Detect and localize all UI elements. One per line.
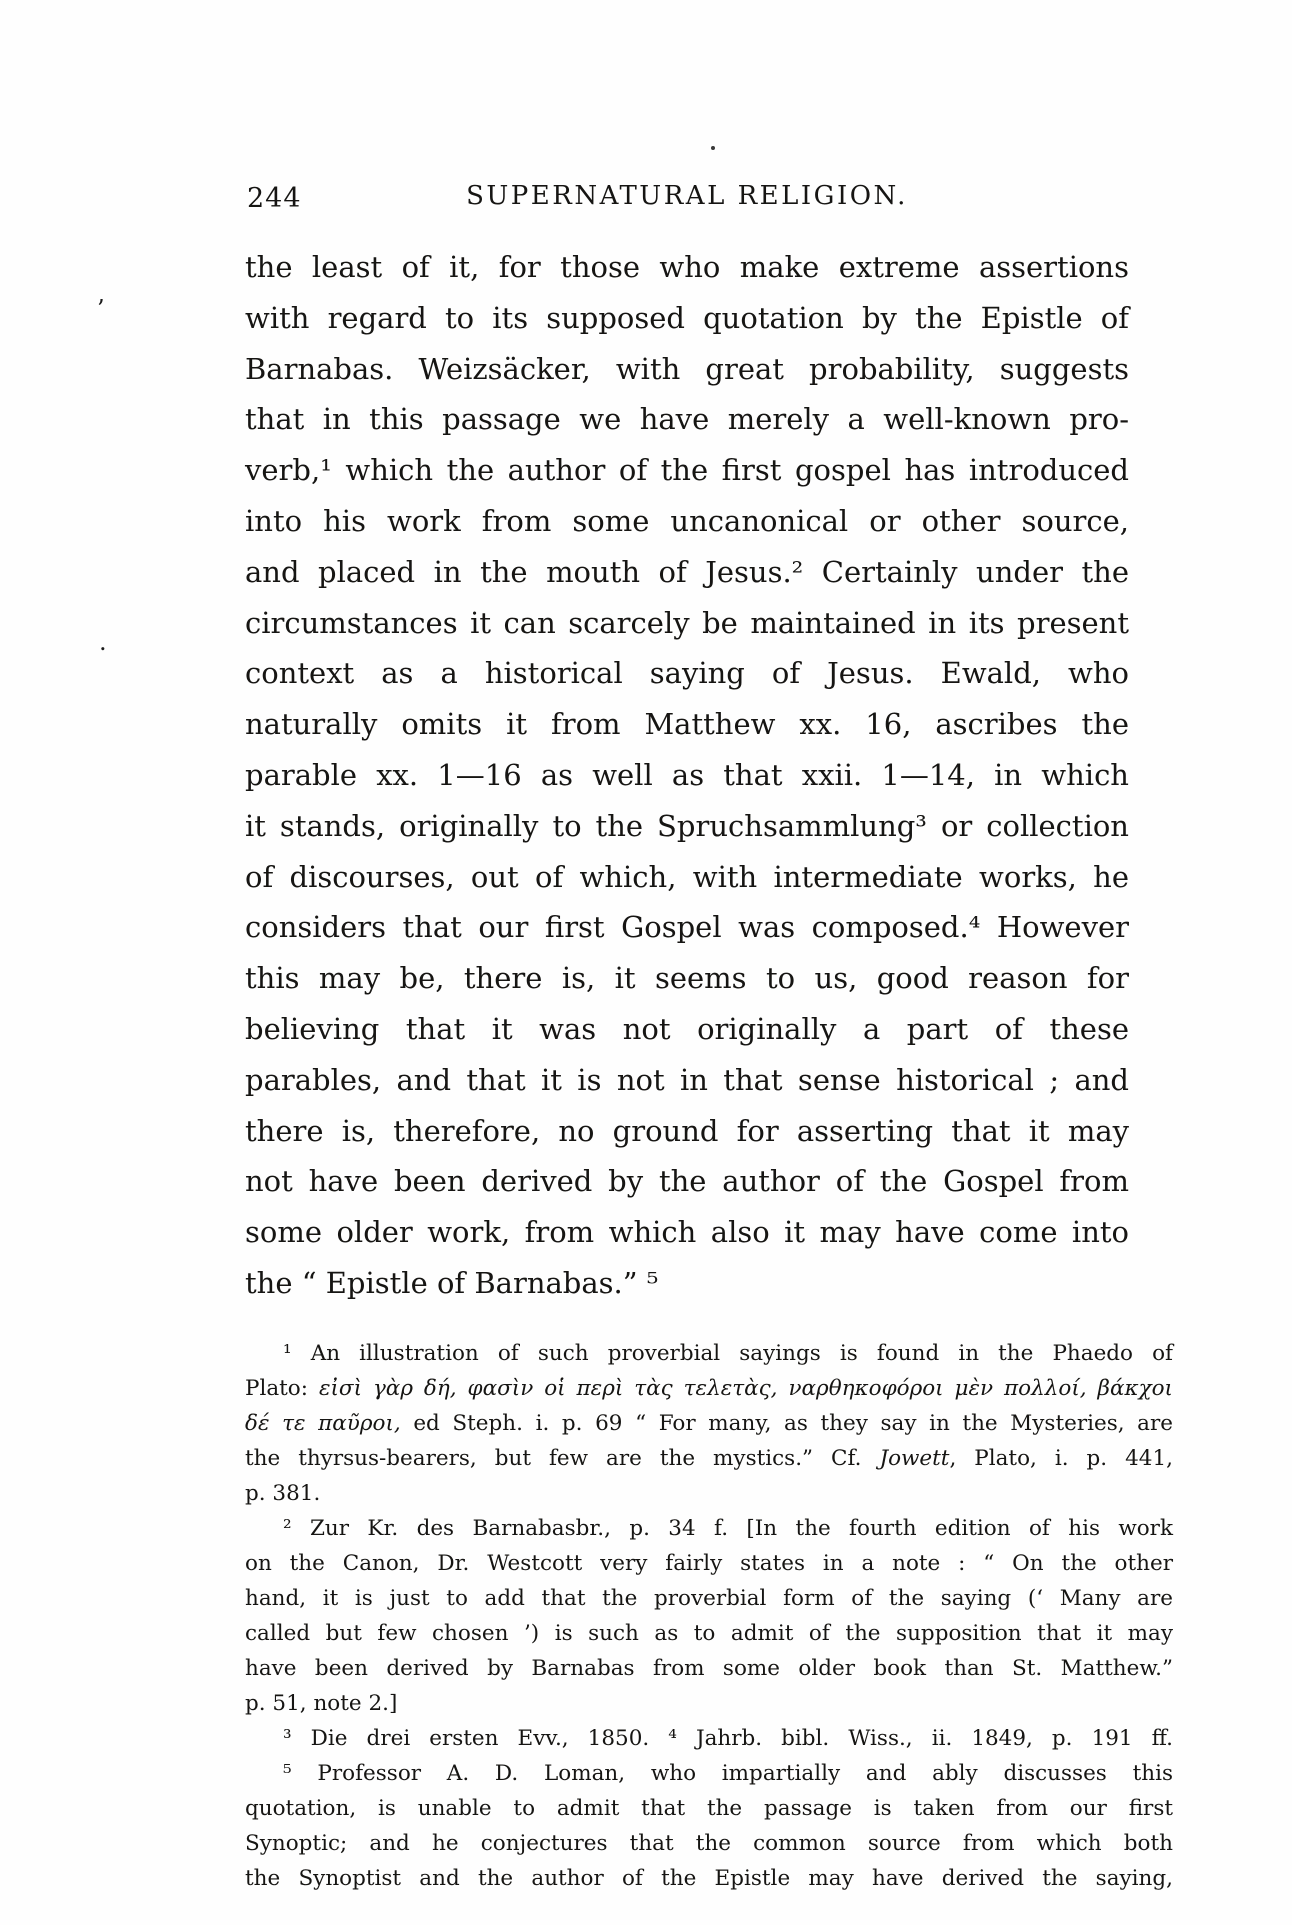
body-line: considers that our first Gospel was composed.⁴ However	[245, 910, 1129, 945]
body-line: context as a historical saying of Jesus. Ewald, who	[245, 656, 1129, 691]
body-line: it stands, originally to the Spruchsammlung³ or collection	[245, 808, 1129, 843]
footnote-text: the Synoptist and the author of the Epistle may have derived the saying,	[245, 1866, 1173, 1891]
footnote-text: ² Zur Kr. des Barnabasbr., p. 34 f. [In the fourth edition of his work	[283, 1516, 1173, 1541]
body-line: circumstances it can scarcely be maintained in its present	[245, 605, 1129, 640]
body-line: this may be, there is, it seems to us, good reason for	[245, 961, 1129, 996]
body-line: there is, therefore, no ground for asserting that it may	[245, 1113, 1129, 1148]
footnote-text: Synoptic; and he conjectures that the common source from which both	[245, 1831, 1173, 1856]
footnotes	[245, 1336, 1173, 1896]
page-header	[245, 181, 1129, 217]
running-title: SUPERNATURAL RELIGION.	[466, 181, 908, 211]
body-line: verb,¹ which the author of the first gospel has introduced	[245, 453, 1129, 488]
scan-speck	[711, 146, 715, 150]
footnote-line	[245, 1406, 1173, 1441]
body-line: naturally omits it from Matthew xx. 16, ascribes the	[245, 707, 1129, 742]
footnote-line	[245, 1616, 1173, 1651]
footnote-line	[245, 1686, 1173, 1721]
footnote-line	[245, 1861, 1173, 1896]
footnote-line	[245, 1756, 1173, 1791]
footnote-text: hand, it is just to add that the proverbial form of the saying (‘ Many are	[245, 1586, 1173, 1611]
footnote-line	[245, 1371, 1173, 1406]
body-line: believing that it was not originally a part of these	[245, 1011, 1129, 1046]
footnote-line	[245, 1476, 1173, 1511]
footnote-text: ed Steph. i. p. 69 “ For many, as they say in the Mysteries, are	[400, 1411, 1173, 1436]
body-line: parables, and that it is not in that sense historical ; and	[245, 1062, 1129, 1097]
footnote-line	[245, 1441, 1173, 1476]
body-line: Barnabas. Weizsäcker, with great probability, suggests	[245, 351, 1129, 386]
body-line: with regard to its supposed quotation by the Epistle of	[245, 300, 1129, 335]
body-line: into his work from some uncanonical or other source,	[245, 503, 1129, 538]
footnote-text: Plato:	[245, 1376, 319, 1401]
scan-mark-apostrophe: ’	[97, 295, 105, 323]
body-line: parable xx. 1—16 as well as that xxii. 1—14, in which	[245, 757, 1129, 792]
footnote-text: ¹ An illustration of such proverbial sayings is found in the Phaedo of	[283, 1341, 1173, 1366]
footnote-text: p. 51, note 2.]	[245, 1691, 398, 1716]
footnote-text: , Plato, i. p. 441,	[949, 1446, 1173, 1471]
scan-mark-dot: .	[99, 628, 107, 656]
footnote-line	[245, 1651, 1173, 1686]
footnote-text: ⁵ Professor A. D. Loman, who impartially and ably discusses this	[283, 1761, 1173, 1786]
body-line: the “ Epistle of Barnabas.” ⁵	[245, 1265, 659, 1300]
footnote-text: ³ Die drei ersten Evv., 1850. ⁴ Jahrb. bibl. Wiss., ii. 1849, p. 191 ff.	[283, 1726, 1173, 1751]
footnote-line	[245, 1546, 1173, 1581]
body-line: and placed in the mouth of Jesus.² Certainly under the	[245, 554, 1129, 589]
body-line: that in this passage we have merely a well-known pro-	[245, 402, 1129, 437]
footnote-line	[245, 1511, 1173, 1546]
footnote-greek-text: δέ τε παῦροι,	[245, 1411, 401, 1436]
footnote-italic-text: Jowett	[879, 1446, 950, 1471]
footnote-line	[245, 1336, 1173, 1371]
footnote-text: have been derived by Barnabas from some older book than St. Matthew.”	[245, 1656, 1173, 1681]
body-line: of discourses, out of which, with intermediate works, he	[245, 859, 1129, 894]
footnote-greek-text: εἰσὶ γὰρ δή, φασὶν οἱ περὶ τὰς τελετὰς, ναρθηκοφόροι μὲν πολλοί, βάκχοι	[318, 1376, 1173, 1401]
body-text	[245, 242, 1129, 1309]
footnote-text: on the Canon, Dr. Westcott very fairly states in a note : “ On the other	[245, 1551, 1173, 1576]
footnote-line	[245, 1791, 1173, 1826]
footnote-line	[245, 1721, 1173, 1756]
footnote-text: quotation, is unable to admit that the passage is taken from our first	[245, 1796, 1173, 1821]
body-line: some older work, from which also it may have come into	[245, 1215, 1129, 1250]
footnote-line	[245, 1581, 1173, 1616]
footnote-text: the thyrsus-bearers, but few are the mystics.” Cf.	[245, 1446, 880, 1471]
body-line: the least of it, for those who make extreme assertions	[245, 250, 1129, 284]
footnote-line	[245, 1826, 1173, 1861]
footnote-text: p. 381.	[245, 1481, 321, 1506]
page-number: 244	[247, 183, 302, 214]
body-line: not have been derived by the author of the Gospel from	[245, 1164, 1129, 1199]
footnote-text: called but few chosen ’) is such as to admit of the supposition that it may	[245, 1621, 1173, 1646]
